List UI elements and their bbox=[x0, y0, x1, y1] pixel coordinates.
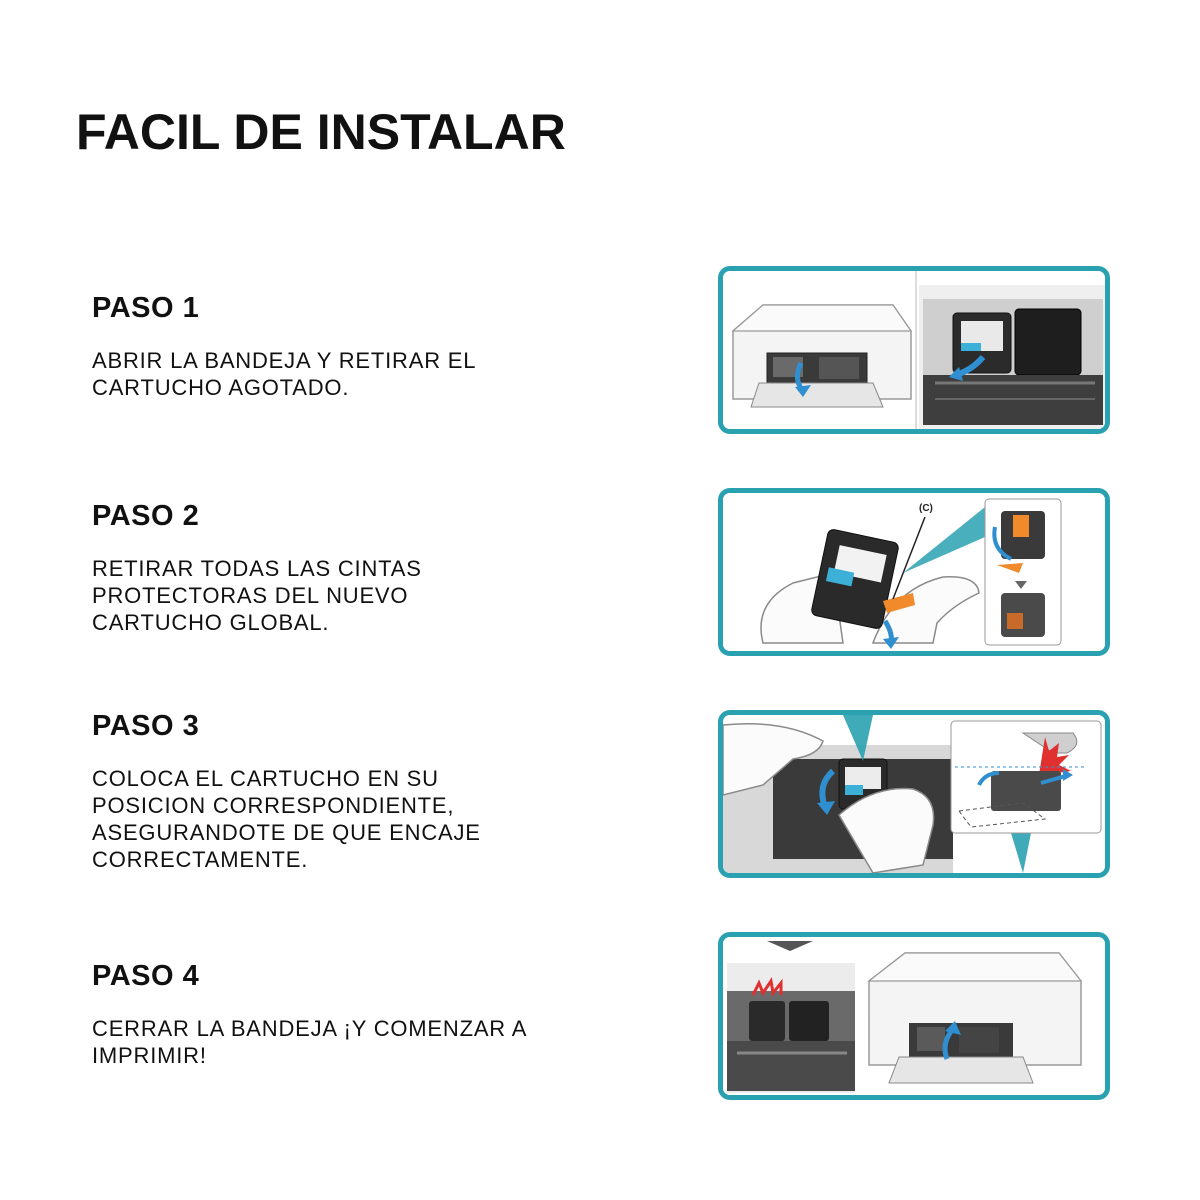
step-4-text: CERRAR LA BANDEJA ¡Y COMENZAR A IMPRIMIR! bbox=[92, 1016, 528, 1068]
step-3-heading: PASO 3 bbox=[92, 710, 200, 742]
page-title: FACIL DE INSTALAR bbox=[76, 104, 566, 160]
step-1-heading: PASO 1 bbox=[92, 292, 200, 324]
step-1-illustration bbox=[718, 266, 1110, 434]
close-tray-image bbox=[723, 937, 1105, 1095]
step-3-illustration bbox=[718, 710, 1110, 878]
step-2-text: RETIRAR TODAS LAS CINTAS PROTECTORAS DEL NUEVO CARTUCHO GLOBAL. bbox=[92, 556, 422, 635]
step-4-illustration bbox=[718, 932, 1110, 1100]
step-2 bbox=[92, 500, 612, 636]
step-3-text: COLOCA EL CARTUCHO EN SU POSICION CORRESPONDIENTE, ASEGURANDOTE DE QUE ENCAJE CORRECTAMENTE. bbox=[92, 766, 481, 872]
insert-cartridge-image bbox=[723, 715, 1105, 873]
step-1 bbox=[92, 292, 612, 401]
printer-open-tray-image bbox=[723, 271, 1105, 429]
remove-tape-image bbox=[723, 493, 1105, 651]
step-2-heading: PASO 2 bbox=[92, 500, 200, 532]
callout-label: (C) bbox=[919, 503, 933, 514]
step-1-text: ABRIR LA BANDEJA Y RETIRAR EL CARTUCHO AGOTADO. bbox=[92, 348, 477, 400]
step-4-heading: PASO 4 bbox=[92, 960, 200, 992]
step-3 bbox=[92, 710, 612, 873]
step-4 bbox=[92, 960, 612, 1069]
step-2-illustration bbox=[718, 488, 1110, 656]
